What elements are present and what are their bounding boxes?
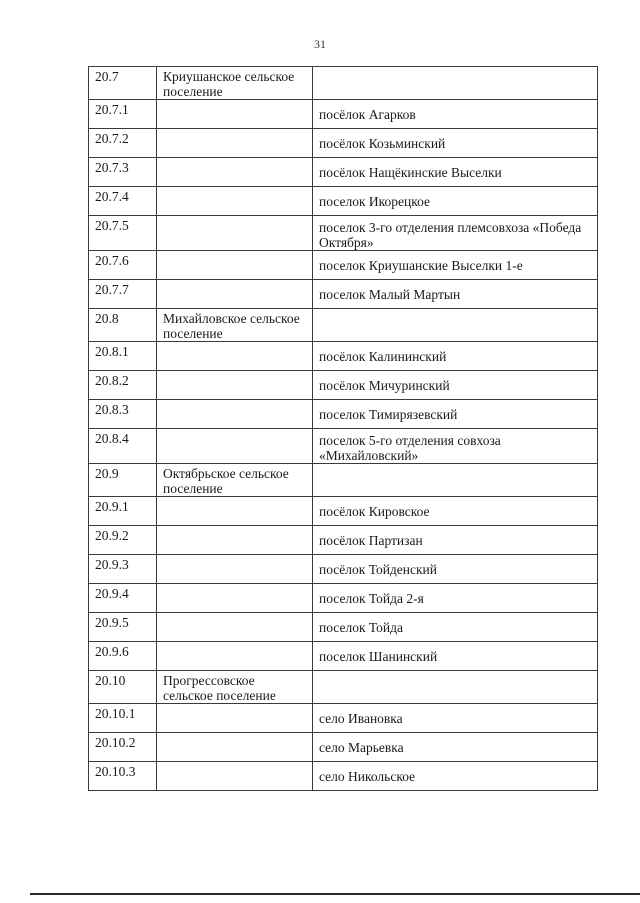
row-number: 20.9 (89, 464, 157, 497)
row-number: 20.7.2 (89, 129, 157, 158)
locality-name: село Ивановка (313, 704, 598, 733)
table-row (89, 400, 598, 429)
row-number: 20.7.6 (89, 251, 157, 280)
locality-name (313, 464, 598, 497)
locality-name (313, 67, 598, 100)
settlement-name (157, 526, 313, 555)
table-row (89, 100, 598, 129)
locality-name: поселок Шанинский (313, 642, 598, 671)
table-row (89, 704, 598, 733)
locality-name: село Никольское (313, 762, 598, 791)
locality-name: поселок Тойда (313, 613, 598, 642)
settlement-name (157, 429, 313, 464)
row-number: 20.8.1 (89, 342, 157, 371)
locality-name: посёлок Нащёкинские Выселки (313, 158, 598, 187)
settlement-name: Прогрессовское сельское поселение (157, 671, 313, 704)
table-row (89, 762, 598, 791)
locality-name: посёлок Козьминский (313, 129, 598, 158)
row-number: 20.8.2 (89, 371, 157, 400)
localities-table (88, 66, 598, 791)
table-row (89, 555, 598, 584)
settlement-name (157, 762, 313, 791)
table-row (89, 371, 598, 400)
table-row (89, 251, 598, 280)
locality-name: посёлок Партизан (313, 526, 598, 555)
table-row (89, 129, 598, 158)
locality-name: поселок Икорецкое (313, 187, 598, 216)
row-number: 20.9.3 (89, 555, 157, 584)
row-number: 20.9.6 (89, 642, 157, 671)
locality-name: поселок 5-го отделения совхоза «Михайловский» (313, 429, 598, 464)
row-number: 20.7 (89, 67, 157, 100)
settlement-name: Михайловское сельское поселение (157, 309, 313, 342)
settlement-name (157, 187, 313, 216)
locality-name (313, 671, 598, 704)
locality-name: посёлок Мичуринский (313, 371, 598, 400)
locality-name (313, 309, 598, 342)
settlement-name (157, 642, 313, 671)
table-row (89, 309, 598, 342)
settlement-name: Криушанское сельское поселение (157, 67, 313, 100)
page-bottom-rule (30, 893, 640, 895)
row-number: 20.7.4 (89, 187, 157, 216)
locality-name: поселок 3-го отделения племсовхоза «Победа Октября» (313, 216, 598, 251)
settlement-name (157, 371, 313, 400)
table-row (89, 613, 598, 642)
row-number: 20.7.3 (89, 158, 157, 187)
row-number: 20.9.4 (89, 584, 157, 613)
table-row (89, 187, 598, 216)
settlement-name (157, 280, 313, 309)
settlement-name: Октябрьское сельское поселение (157, 464, 313, 497)
settlement-name (157, 555, 313, 584)
settlement-name (157, 613, 313, 642)
table-row (89, 342, 598, 371)
settlement-name (157, 704, 313, 733)
row-number: 20.9.5 (89, 613, 157, 642)
settlement-name (157, 342, 313, 371)
table-row (89, 733, 598, 762)
table-row (89, 671, 598, 704)
table-row (89, 216, 598, 251)
locality-name: село Марьевка (313, 733, 598, 762)
settlement-name (157, 251, 313, 280)
row-number: 20.7.1 (89, 100, 157, 129)
row-number: 20.8.4 (89, 429, 157, 464)
table-row (89, 526, 598, 555)
row-number: 20.7.7 (89, 280, 157, 309)
settlement-name (157, 733, 313, 762)
row-number: 20.9.1 (89, 497, 157, 526)
locality-name: посёлок Калининский (313, 342, 598, 371)
row-number: 20.10.2 (89, 733, 157, 762)
table-row (89, 67, 598, 100)
settlement-name (157, 129, 313, 158)
settlement-name (157, 100, 313, 129)
table-row (89, 429, 598, 464)
settlement-name (157, 216, 313, 251)
settlement-name (157, 584, 313, 613)
table-row (89, 464, 598, 497)
locality-name: посёлок Тойденский (313, 555, 598, 584)
row-number: 20.10.3 (89, 762, 157, 791)
locality-name: поселок Криушанские Выселки 1-е (313, 251, 598, 280)
page-number: 31 (314, 37, 326, 51)
table-row (89, 584, 598, 613)
row-number: 20.9.2 (89, 526, 157, 555)
locality-name: поселок Малый Мартын (313, 280, 598, 309)
table-row (89, 642, 598, 671)
locality-name: поселок Тимирязевский (313, 400, 598, 429)
settlement-name (157, 497, 313, 526)
row-number: 20.8 (89, 309, 157, 342)
row-number: 20.10 (89, 671, 157, 704)
locality-name: поселок Тойда 2-я (313, 584, 598, 613)
row-number: 20.10.1 (89, 704, 157, 733)
settlement-name (157, 158, 313, 187)
table-row (89, 497, 598, 526)
row-number: 20.7.5 (89, 216, 157, 251)
table-row (89, 280, 598, 309)
locality-name: посёлок Кировское (313, 497, 598, 526)
row-number: 20.8.3 (89, 400, 157, 429)
settlement-name (157, 400, 313, 429)
locality-name: посёлок Агарков (313, 100, 598, 129)
table-row (89, 158, 598, 187)
